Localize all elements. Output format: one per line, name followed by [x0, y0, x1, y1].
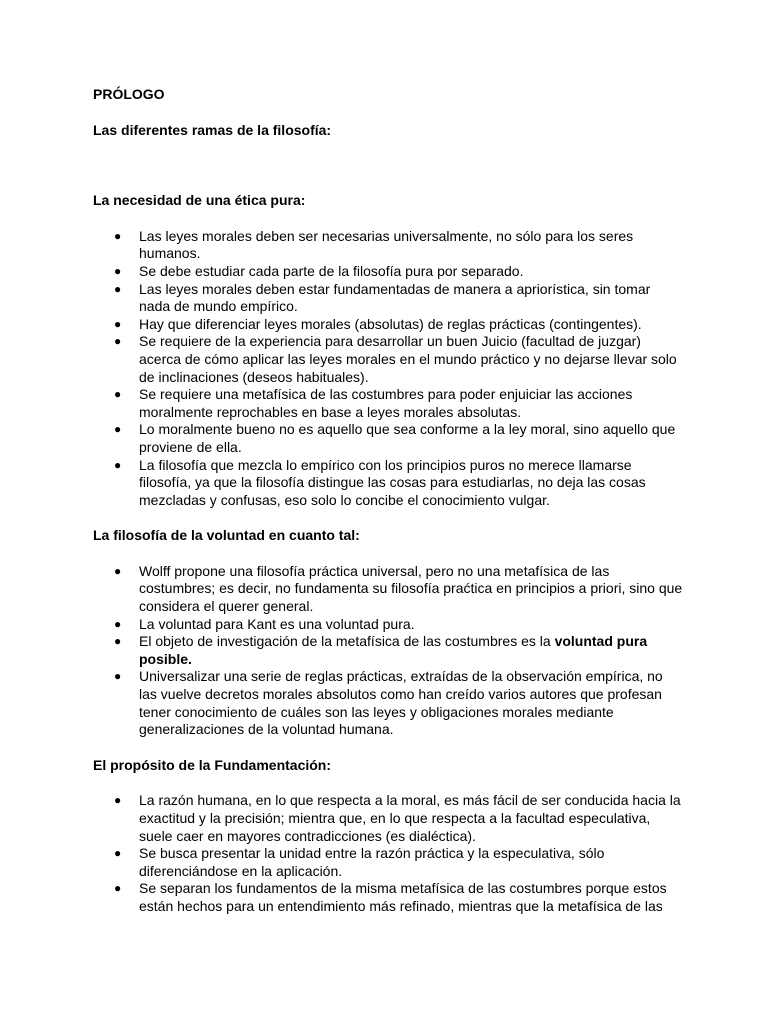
list-item-text: Se busca presentar la unidad entre la razón práctica y la especulativa, sólo diferenciándose en la aplicación. [139, 845, 605, 879]
list-item [93, 386, 683, 421]
page-title: PRÓLOGO [93, 86, 165, 102]
bullet-icon: ● [114, 281, 122, 296]
bullet-icon: ● [114, 634, 122, 649]
list-item-text: Se separan los fundamentos de la misma metafísica de las costumbres porque estos están hechos para un entendimiento más refinado, mientras que la metafísica de las [139, 880, 667, 914]
bullet-icon: ● [114, 422, 122, 437]
list-item [93, 281, 683, 316]
bullet-icon: ● [114, 881, 122, 896]
list-item [93, 421, 683, 456]
bullet-list-etica-pura [93, 228, 683, 510]
list-item-text: Universalizar una serie de reglas prácticas, extraídas de la observación empírica, no las vuelve decretos morales absolutos como han creído varios autores que profesan tener conocimiento de cuáles son las leyes y obligaciones morales mediante generalizaciones de la voluntad humana. [139, 668, 663, 738]
list-item [93, 792, 683, 845]
bullet-icon: ● [114, 334, 122, 349]
list-item-text: La voluntad para Kant es una voluntad pura. [139, 615, 415, 632]
list-item [93, 668, 683, 738]
list-item-text: Las leyes morales deben estar fundamentadas de manera a apriorística, sin tomar nada de mundo empírico. [139, 280, 651, 315]
list-item [93, 880, 683, 915]
bullet-icon: ● [114, 563, 122, 578]
document-page [93, 86, 683, 934]
list-item-bold-text: voluntad pura posible. [139, 633, 648, 667]
list-item-text: Las leyes morales deben ser necesarias universalmente, no sólo para los seres humanos. [139, 227, 634, 262]
bullet-list-proposito [93, 792, 683, 915]
list-item-text: La razón humana, en lo que respecta a la moral, es más fácil de ser conducida hacia la exactitud y la precisión; mientra que, en lo que respecta a la facultad especulativa, suele caer en mayores contradicciones (es dialéctica). [139, 792, 681, 844]
list-item-text: La filosofía que mezcla lo empírico con los principios puros no merece llamarse filosofía, ya que la filosofía distingue las cosas para estudiarlas, no deja las cosas mezcladas y confusas, eso solo lo concibe el conocimiento vulgar. [139, 456, 646, 508]
list-item-text: Lo moralmente bueno no es aquello que sea conforme a la ley moral, sino aquello que proviene de ella. [139, 421, 676, 455]
bullet-icon: ● [114, 316, 122, 331]
list-item-text: Se debe estudiar cada parte de la filosofía pura por separado. [139, 262, 524, 279]
bullet-icon: ● [114, 387, 122, 402]
list-item-text: Se requiere una metafísica de las costumbres para poder enjuiciar las acciones moralmente reprochables en base a leyes morales absolutas. [139, 386, 633, 420]
list-item [93, 845, 683, 880]
bullet-icon: ● [114, 457, 122, 472]
list-item-text: El objeto de investigación de la metafísica de las costumbres es la [139, 633, 555, 650]
list-item-text: Se requiere de la experiencia para desarrollar un buen Juicio (facultad de juzgar) acerca de cómo aplicar las leyes morales en el mundo práctico y no dejarse llevar solo de inclinaciones (deseos habituales). [139, 333, 677, 385]
bullet-icon: ● [114, 846, 122, 861]
section-heading-etica-pura: La necesidad de una ética pura: [93, 192, 306, 209]
section-heading-voluntad: La filosofía de la voluntad en cuanto tal: [93, 527, 360, 544]
list-item-text: Wolff propone una filosofía práctica universal, pero no una metafísica de las costumbres; es decir, no fundamenta su filosofía praćtica en principios a priori, sino que considera el querer general. [139, 562, 683, 615]
bullet-icon: ● [114, 263, 122, 278]
list-item [93, 633, 683, 668]
list-item [93, 457, 683, 510]
list-item [93, 316, 683, 334]
bullet-icon: ● [114, 669, 122, 684]
bullet-list-voluntad [93, 563, 683, 739]
list-item [93, 228, 683, 263]
bullet-icon: ● [114, 228, 122, 243]
section-heading-proposito: El propósito de la Fundamentación: [93, 756, 332, 773]
list-item [93, 263, 683, 281]
list-item [93, 616, 683, 634]
list-item [93, 333, 683, 386]
list-item [93, 563, 683, 616]
bullet-icon: ● [114, 616, 122, 631]
bullet-icon: ● [114, 793, 122, 808]
section-heading-ramas: Las diferentes ramas de la filosofía: [93, 121, 332, 138]
list-item-text: Hay que diferenciar leyes morales (absolutas) de reglas prácticas (contingentes). [139, 315, 642, 332]
